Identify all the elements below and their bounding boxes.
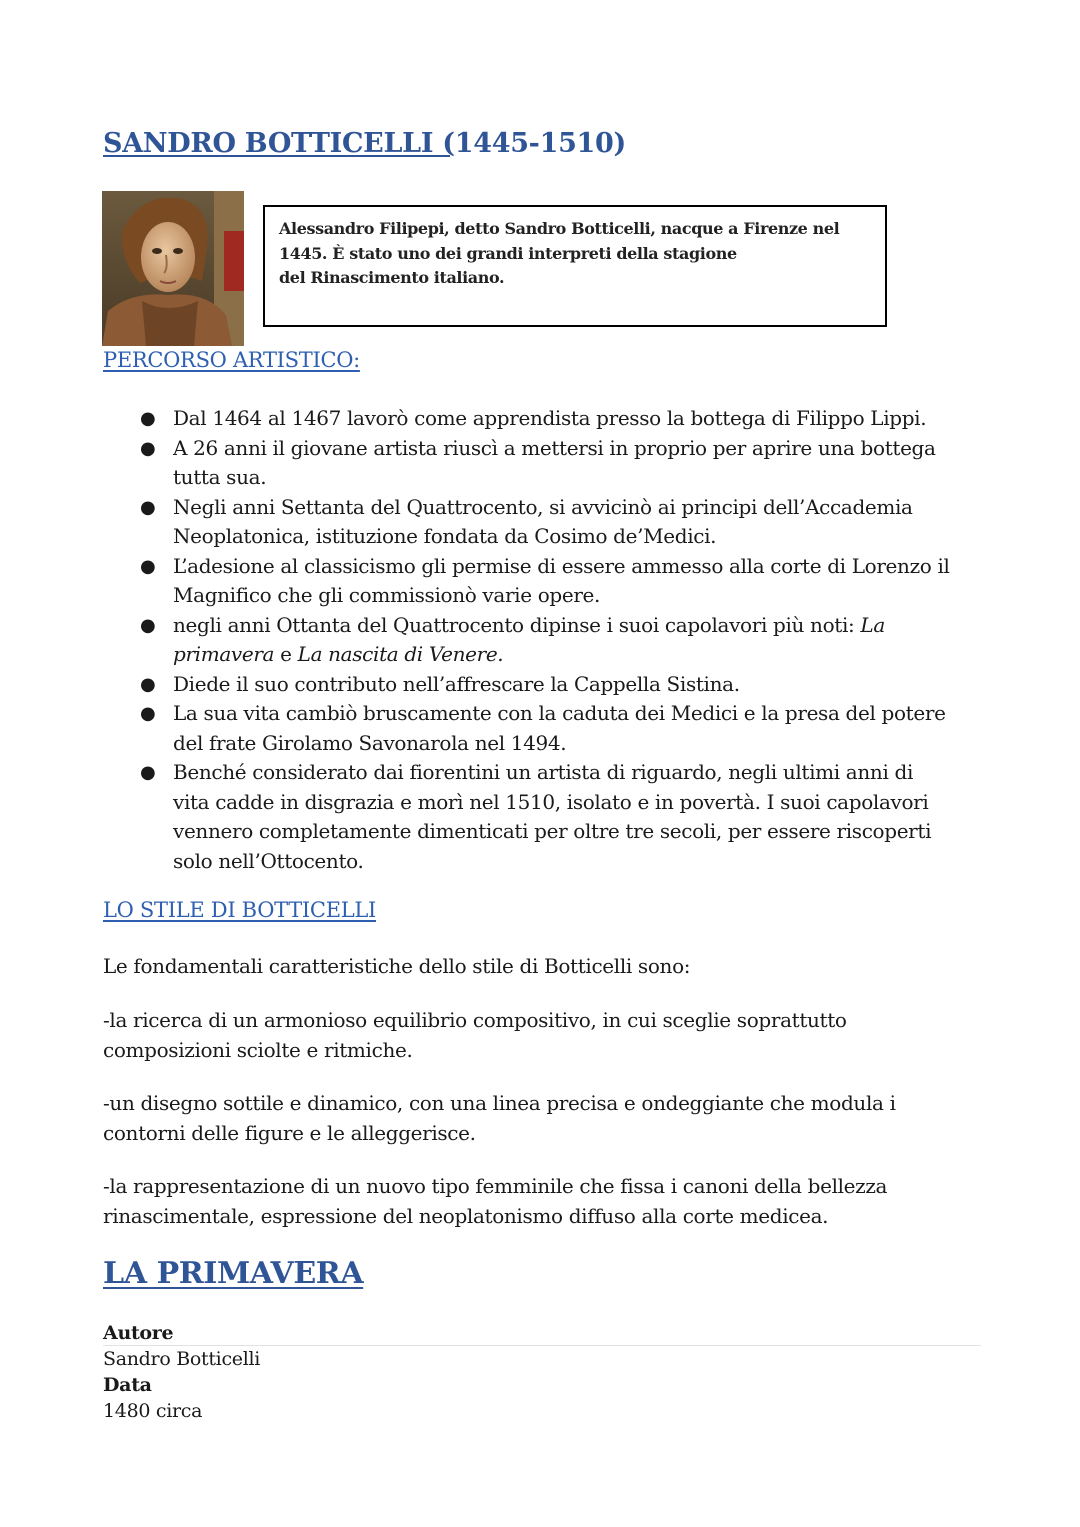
list-item-line: Dal 1464 al 1467 lavorò come apprendista presso la bottega di Filippo Lippi. bbox=[173, 406, 927, 430]
paragraph-line: Le fondamentali caratteristiche dello stile di Botticelli sono: bbox=[103, 954, 691, 978]
artwork-title: primavera bbox=[173, 642, 275, 666]
field-value: Sandro Botticelli bbox=[103, 1348, 261, 1370]
section-heading-stile: LO STILE DI BOTTICELLI bbox=[103, 898, 377, 922]
intro-line: 1445. È stato uno dei grandi interpreti della stagione bbox=[279, 243, 737, 263]
artwork-info-table bbox=[103, 1320, 981, 1424]
list-item-line: Benché considerato dai fiorentini un artista di riguardo, negli ultimi anni di bbox=[173, 760, 913, 784]
page-title-name: SANDRO BOTTICELLI ( bbox=[103, 128, 455, 159]
bullet-icon: ● bbox=[140, 614, 156, 636]
list-item-line: Magnifico che gli commissionò varie opere. bbox=[173, 583, 601, 607]
intro-line: Alessandro Filipepi, detto Sandro Botticelli, nacque a Firenze nel bbox=[279, 219, 840, 238]
list-item-line: Neoplatonica, istituzione fondata da Cosimo de’Medici. bbox=[173, 524, 717, 548]
bullet-icon: ● bbox=[140, 762, 156, 783]
intro-line: del Rinascimento italiano. bbox=[279, 268, 505, 287]
list-item bbox=[138, 670, 998, 700]
page-title-years: 1445-1510) bbox=[454, 128, 627, 159]
field-label: Autore bbox=[103, 1322, 174, 1344]
portrait-drawing bbox=[102, 191, 244, 346]
list-item-line: La sua vita cambiò bruscamente con la caduta dei Medici e la presa del potere bbox=[173, 701, 946, 725]
list-item-line: del frate Girolamo Savonarola nel 1494. bbox=[173, 730, 567, 755]
list-item bbox=[138, 434, 998, 493]
list-item bbox=[138, 611, 998, 670]
list-item-line bbox=[173, 611, 998, 641]
field-label: Data bbox=[103, 1374, 152, 1396]
section-heading-primavera: LA PRIMAVERA bbox=[103, 1256, 364, 1291]
bullet-icon: ● bbox=[140, 703, 156, 724]
bullet-icon: ● bbox=[140, 496, 156, 518]
stile-point bbox=[103, 1089, 896, 1148]
list-item-line: vita cadde in disgrazia e morì nel 1510, isolato e in povertà. I suoi capolavori bbox=[173, 789, 929, 814]
stile-point bbox=[103, 1172, 887, 1231]
paragraph-line: rinascimentale, espressione del neoplatonismo diffuso alla corte medicea. bbox=[103, 1203, 829, 1228]
list-item-line bbox=[173, 640, 998, 670]
paragraph-line: -la rappresentazione di un nuovo tipo femminile che fissa i canoni della bellezza bbox=[103, 1174, 888, 1198]
list-item bbox=[138, 699, 998, 758]
portrait-image bbox=[102, 191, 244, 346]
artwork-title: La nascita di Venere. bbox=[297, 642, 504, 666]
list-item bbox=[138, 758, 998, 876]
list-item bbox=[138, 493, 998, 552]
stile-point bbox=[103, 1006, 847, 1065]
paragraph-line: -un disegno sottile e dinamico, con una linea precisa e ondeggiante che modula i bbox=[103, 1091, 896, 1115]
paragraph-line: composizioni sciolte e ritmiche. bbox=[103, 1037, 413, 1062]
list-item-line: Negli anni Settanta del Quattrocento, si avvicinò ai principi dell’Accademia bbox=[173, 494, 913, 519]
bullet-icon: ● bbox=[140, 437, 156, 459]
page-title bbox=[103, 128, 626, 159]
section-heading-percorso: PERCORSO ARTISTICO: bbox=[103, 348, 360, 372]
bullet-icon: ● bbox=[140, 555, 156, 577]
paragraph-line: contorni delle figure e le alleggerisce. bbox=[103, 1120, 476, 1145]
list-item bbox=[138, 552, 998, 611]
list-item-line: solo nell’Ottocento. bbox=[173, 848, 364, 873]
list-item-line: A 26 anni il giovane artista riuscì a mettersi in proprio per aprire una bottega bbox=[173, 435, 936, 460]
paragraph-line: -la ricerca di un armonioso equilibrio compositivo, in cui sceglie soprattutto bbox=[103, 1008, 847, 1032]
table-divider bbox=[103, 1345, 981, 1346]
list-item-line: tutta sua. bbox=[173, 465, 267, 489]
intro-box bbox=[263, 205, 887, 327]
list-item-text: e bbox=[274, 642, 298, 666]
bullet-icon: ● bbox=[140, 408, 156, 429]
list-item-line: L’adesione al classicismo gli permise di essere ammesso alla corte di Lorenzo il bbox=[173, 553, 950, 578]
stile-intro bbox=[103, 952, 690, 982]
list-item-text: negli anni Ottanta del Quattrocento dipinse i suoi capolavori più noti: bbox=[173, 612, 861, 637]
list-item-line: Diede il suo contributo nell’affrescare la Cappella Sistina. bbox=[173, 671, 740, 696]
list-item bbox=[138, 404, 998, 434]
list-item-line: vennero completamente dimenticati per oltre tre secoli, per essere riscoperti bbox=[173, 819, 932, 843]
bullet-icon: ● bbox=[140, 673, 156, 695]
percorso-list bbox=[138, 404, 998, 876]
artwork-title: La bbox=[860, 612, 885, 637]
field-value: 1480 circa bbox=[103, 1400, 203, 1422]
